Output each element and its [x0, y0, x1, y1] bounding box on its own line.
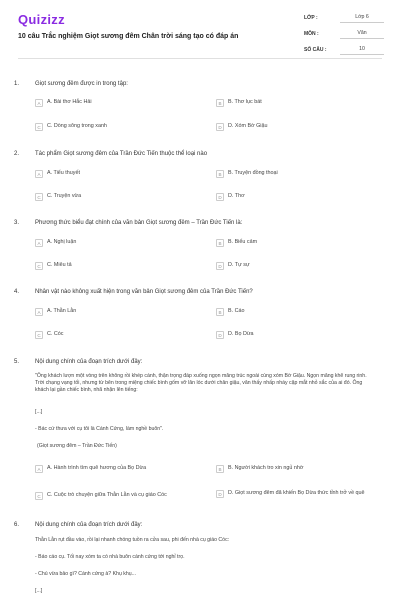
option-key: A: [35, 465, 43, 473]
option-key: C: [35, 331, 43, 339]
option-key: C: [35, 123, 43, 131]
option-text: A. Tiểu thuyết: [47, 170, 80, 176]
option-text: C. Cóc: [47, 331, 64, 337]
passage-5-source: [10, 443, 390, 450]
meta-value: Lớp 6: [340, 13, 384, 23]
question-number: 4.: [14, 289, 20, 295]
meta-panel: [304, 13, 384, 61]
option-text: D. Thơ: [228, 193, 245, 199]
meta-row-count: [304, 45, 384, 55]
option-d[interactable]: [216, 193, 366, 201]
option-text: C. Miêu tả: [47, 262, 72, 268]
passage-paragraph: - Bác cứ thưa với cụ tôi là Cánh Cứng, làm nghề buôn".: [35, 426, 164, 432]
quizizz-logo: Quizizz: [18, 12, 65, 27]
passage-paragraph: Thằn Lằn rụt đầu vào, rồi lại nhanh chóng tuồn ra cửa sau, phi đến nhà cụ giáo Cóc:: [35, 537, 230, 543]
page-title: 10 câu Trắc nghiệm Giọt sương đêm Chân trời sáng tạo có đáp án: [18, 33, 239, 40]
option-text: B. Người khách tro xin ngủ nhờ: [228, 465, 304, 471]
option-text: D. Giọt sương đêm đã khiến Bọ Dừa thức tỉnh trở về quê: [228, 490, 365, 496]
question-text: Nội dung chính của đoạn trích dưới đây:: [35, 359, 143, 365]
option-text: B. Cáo: [228, 308, 245, 314]
option-text: B. Truyện đồng thoại: [228, 170, 278, 176]
option-key: C: [35, 492, 43, 500]
option-text: D. Bọ Dừa: [228, 331, 254, 337]
option-c[interactable]: [35, 262, 185, 270]
option-c[interactable]: [35, 331, 185, 339]
passage-paragraph: - Báo cáo cụ. Tối nay xóm ta có nhà buôn cánh cứng tới nghỉ trọ.: [35, 554, 185, 560]
option-text: D. Xóm Bờ Giậu: [228, 123, 268, 129]
passage-6-line-4: [10, 588, 390, 595]
option-a[interactable]: [35, 465, 185, 473]
option-text: A. Hành trình tìm quê hương của Bọ Dừa: [47, 465, 147, 471]
option-key: B: [216, 239, 224, 247]
passage-6-line-1: [10, 537, 390, 544]
option-key: C: [35, 193, 43, 201]
passage-5: [10, 373, 390, 395]
meta-label: SỐ CÂU :: [304, 47, 327, 53]
option-a[interactable]: [35, 170, 185, 178]
option-key: A: [35, 308, 43, 316]
passage-source: (Giọt sương đêm – Trần Đức Tiến): [37, 443, 117, 449]
meta-row-class: [304, 13, 384, 23]
passage-6-line-2: [10, 554, 390, 561]
option-c[interactable]: [35, 123, 185, 131]
option-key: D: [216, 262, 224, 270]
option-key: A: [35, 99, 43, 107]
passage-paragraph: "Ông khách lượn một vòng trên không rồi khép cánh, thận trọng đáp xuống ngọn măng trúc ngoài cùng xóm Bờ Giậu. Ngọn măng khẽ rung rinh. Trời chạng vạng tối, nhưng từ bên trong miệng chiếc bình gốm vỡ lăn lóc dưới chân giậu, văn thấy nhấp nháy cặp mắt nhỏ sắc của ai đó. Ông khách lại gần chiếc bình, nhã nhặn lên tiếng:: [35, 373, 367, 394]
header-divider: [18, 58, 382, 59]
option-key: C: [35, 262, 43, 270]
passage-5-quote-end: [10, 426, 390, 433]
option-text: B. Biểu cảm: [228, 239, 258, 245]
option-d[interactable]: [216, 123, 366, 131]
option-b[interactable]: [216, 239, 366, 247]
option-text: A. Nghị luận: [47, 239, 77, 245]
option-key: D: [216, 123, 224, 131]
option-text: A. Bài thơ Hắc Hải: [47, 99, 92, 105]
question-text: Giọt sương đêm được in trong tập:: [35, 81, 128, 87]
option-c[interactable]: [35, 193, 185, 201]
option-text: A. Thằn Lằn: [47, 308, 77, 314]
question-number: 5.: [14, 359, 20, 365]
option-text: B. Thơ lục bát: [228, 99, 262, 105]
meta-label: MÔN :: [304, 31, 319, 37]
question-text: Nhân vật nào không xuất hiện trong văn bản Giọt sương đêm của Trần Đức Tiến?: [35, 289, 253, 295]
option-b[interactable]: [216, 465, 366, 473]
option-a[interactable]: [35, 239, 185, 247]
option-key: D: [216, 193, 224, 201]
option-d[interactable]: [216, 331, 366, 339]
option-a[interactable]: [35, 99, 185, 107]
question-5: [10, 358, 390, 366]
question-2: [10, 150, 390, 158]
meta-value: 10: [340, 45, 384, 55]
question-1: [10, 80, 390, 88]
question-6: [10, 521, 390, 529]
passage-paragraph: [...]: [35, 588, 43, 594]
option-c[interactable]: [35, 492, 185, 500]
meta-label: LỚP :: [304, 15, 318, 21]
question-4: [10, 288, 390, 296]
passage-6-line-3: [10, 571, 390, 578]
option-a[interactable]: [35, 308, 185, 316]
option-key: A: [35, 170, 43, 178]
option-text: C. Dòng sông trong xanh: [47, 123, 107, 129]
option-key: B: [216, 308, 224, 316]
passage-paragraph: [...]: [35, 409, 43, 415]
option-b[interactable]: [216, 308, 366, 316]
option-d[interactable]: [216, 490, 366, 498]
option-key: D: [216, 490, 224, 498]
option-b[interactable]: [216, 170, 366, 178]
option-text: C. Truyện vừa: [47, 193, 82, 199]
option-key: A: [35, 239, 43, 247]
option-text: C. Cuộc trò chuyện giữa Thằn Lằn và cụ giáo Cóc: [47, 492, 167, 498]
option-key: B: [216, 465, 224, 473]
option-text: D. Tự sự: [228, 262, 250, 268]
question-number: 3.: [14, 220, 20, 226]
question-text: Tác phẩm Giọt sương đêm của Trần Đức Tiến thuộc thể loại nào: [35, 151, 208, 157]
question-number: 2.: [14, 151, 20, 157]
option-key: B: [216, 170, 224, 178]
question-3: [10, 219, 390, 227]
option-d[interactable]: [216, 262, 366, 270]
passage-5-ellipsis: [10, 409, 390, 416]
question-text: Nội dung chính của đoạn trích dưới đây:: [35, 522, 143, 528]
option-key: D: [216, 331, 224, 339]
question-number: 6.: [14, 522, 20, 528]
option-b[interactable]: [216, 99, 366, 107]
meta-row-subject: [304, 29, 384, 39]
meta-value: Văn: [340, 29, 384, 39]
question-number: 1.: [14, 81, 20, 87]
question-text: Phương thức biểu đạt chính của văn bản Giọt sương đêm – Trần Đức Tiến là:: [35, 220, 243, 226]
passage-paragraph: - Chú vừa bảo gì? Cánh cứng à? Khụ khụ...: [35, 571, 136, 577]
option-key: B: [216, 99, 224, 107]
